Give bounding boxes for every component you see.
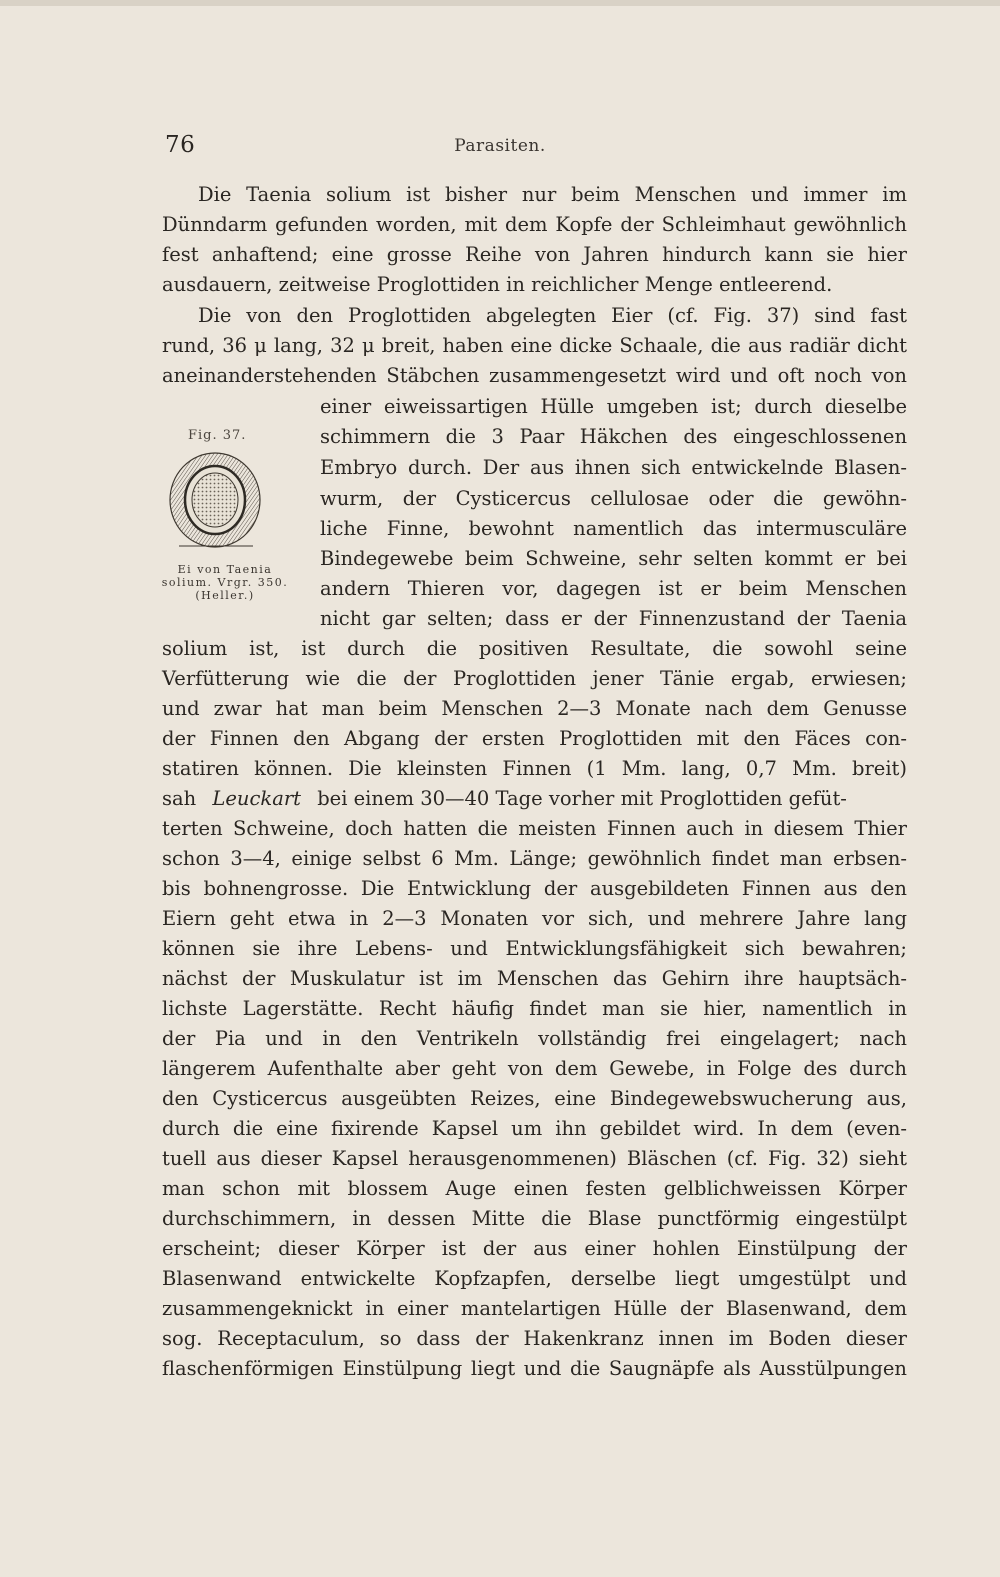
text-line: andern Thieren vor, dagegen ist er beim Menschen bbox=[320, 577, 907, 600]
figure-label: Fig. 37. bbox=[188, 428, 247, 443]
text-line: man schon mit blossem Auge einen festen gelblichweissen Körper bbox=[162, 1177, 907, 1200]
text-line: flaschenförmigen Einstülpung liegt und die Saugnäpfe als Ausstülpungen bbox=[162, 1357, 907, 1380]
text-line: können sie ihre Lebens- und Entwicklungsfähigkeit sich bewahren; bbox=[162, 937, 907, 960]
text-line: schon 3—4, einige selbst 6 Mm. Länge; gewöhnlich findet man erbsen- bbox=[162, 847, 907, 870]
text-line: sog. Receptaculum, so dass der Hakenkranz innen im Boden dieser bbox=[162, 1327, 907, 1350]
text-segment: bei einem 30—40 Tage vorher mit Proglottiden gefüt- bbox=[317, 787, 847, 810]
text-line: längerem Aufenthalte aber geht von dem Gewebe, in Folge des durch bbox=[162, 1057, 907, 1080]
text-line: der Finnen den Abgang der ersten Proglottiden mit den Fäces con- bbox=[162, 727, 907, 750]
text-line: Eiern geht etwa in 2—3 Monaten vor sich, und mehrere Jahre lang bbox=[162, 907, 907, 930]
text-line: tuell aus dieser Kapsel herausgenommenen) Bläschen (cf. Fig. 32) sieht bbox=[162, 1147, 907, 1170]
text-line: erscheint; dieser Körper ist der aus einer hohlen Einstülpung der bbox=[162, 1237, 907, 1260]
text-line: Die von den Proglottiden abgelegten Eier (cf. Fig. 37) sind fast bbox=[198, 304, 907, 327]
text-line: einer eiweissartigen Hülle umgeben ist; durch dieselbe bbox=[320, 395, 907, 418]
text-line: aneinanderstehenden Stäbchen zusammengesetzt wird und oft noch von bbox=[162, 364, 907, 387]
text-line: durchschimmern, in dessen Mitte die Blase punctförmig eingestülpt bbox=[162, 1207, 907, 1230]
text-line: Bindegewebe beim Schweine, sehr selten kommt er bei bbox=[320, 547, 907, 570]
embryo bbox=[192, 473, 238, 527]
text-line: ausdauern, zeitweise Proglottiden in reichlicher Menge entleerend. bbox=[162, 273, 833, 296]
text-line: den Cysticercus ausgeübten Reizes, eine Bindegewebswucherung aus, bbox=[162, 1087, 907, 1110]
text-line: Dünndarm gefunden worden, mit dem Kopfe der Schleimhaut gewöhnlich bbox=[162, 213, 907, 236]
text-line: fest anhaftend; eine grosse Reihe von Jahren hindurch kann sie hier bbox=[162, 243, 907, 266]
text-line: Embryo durch. Der aus ihnen sich entwickelnde Blasen- bbox=[320, 456, 907, 479]
figure-caption-line: Ei von Taenia bbox=[177, 563, 273, 576]
text-line: nächst der Muskulatur ist im Menschen das Gehirn ihre hauptsäch- bbox=[162, 967, 907, 990]
text-line: lichste Lagerstätte. Recht häufig findet man sie hier, namentlich in bbox=[162, 997, 907, 1020]
running-head: Parasiten. bbox=[454, 136, 546, 156]
text-line: Blasenwand entwickelte Kopfzapfen, derselbe liegt umgestülpt und bbox=[162, 1267, 907, 1290]
text-line: nicht gar selten; dass er der Finnenzustand der Taenia bbox=[320, 607, 907, 630]
egg-illustration bbox=[165, 450, 265, 552]
text-line: und zwar hat man beim Menschen 2—3 Monate nach dem Genusse bbox=[162, 697, 907, 720]
figure-caption-line: solium. Vrgr. 350. bbox=[161, 576, 289, 589]
text-line: der Pia und in den Ventrikeln vollständig frei eingelagert; nach bbox=[162, 1027, 907, 1050]
author-name: Leuckart bbox=[212, 787, 301, 810]
text-line-mixed bbox=[162, 784, 907, 814]
text-segment: sah bbox=[162, 787, 197, 810]
text-line: terten Schweine, doch hatten die meisten Finnen auch in diesem Thier bbox=[162, 817, 907, 840]
text-line: rund, 36 μ lang, 32 μ breit, haben eine dicke Schaale, die aus radiär dicht bbox=[162, 334, 907, 357]
text-line: liche Finne, bewohnt namentlich das intermusculäre bbox=[320, 517, 907, 540]
text-line: Die Taenia solium ist bisher nur beim Menschen und immer im bbox=[198, 183, 907, 206]
page-number: 76 bbox=[165, 132, 196, 158]
text-line: durch die eine fixirende Kapsel um ihn gebildet wird. In dem (even- bbox=[162, 1117, 907, 1140]
figure-caption-line: (Heller.) bbox=[195, 589, 255, 602]
text-line: Verfütterung wie die der Proglottiden jener Tänie ergab, erwiesen; bbox=[162, 667, 907, 690]
text-line: bis bohnengrosse. Die Entwicklung der ausgebildeten Finnen aus den bbox=[162, 877, 907, 900]
text-line: zusammengeknickt in einer mantelartigen Hülle der Blasenwand, dem bbox=[162, 1297, 907, 1320]
page-edge bbox=[0, 0, 1000, 6]
text-line: wurm, der Cysticercus cellulosae oder die gewöhn- bbox=[320, 487, 907, 510]
text-line: solium ist, ist durch die positiven Resultate, die sowohl seine bbox=[162, 637, 907, 660]
text-line: statiren können. Die kleinsten Finnen (1 Mm. lang, 0,7 Mm. breit) bbox=[162, 757, 907, 780]
text-line: schimmern die 3 Paar Häkchen des eingeschlossenen bbox=[320, 425, 907, 448]
